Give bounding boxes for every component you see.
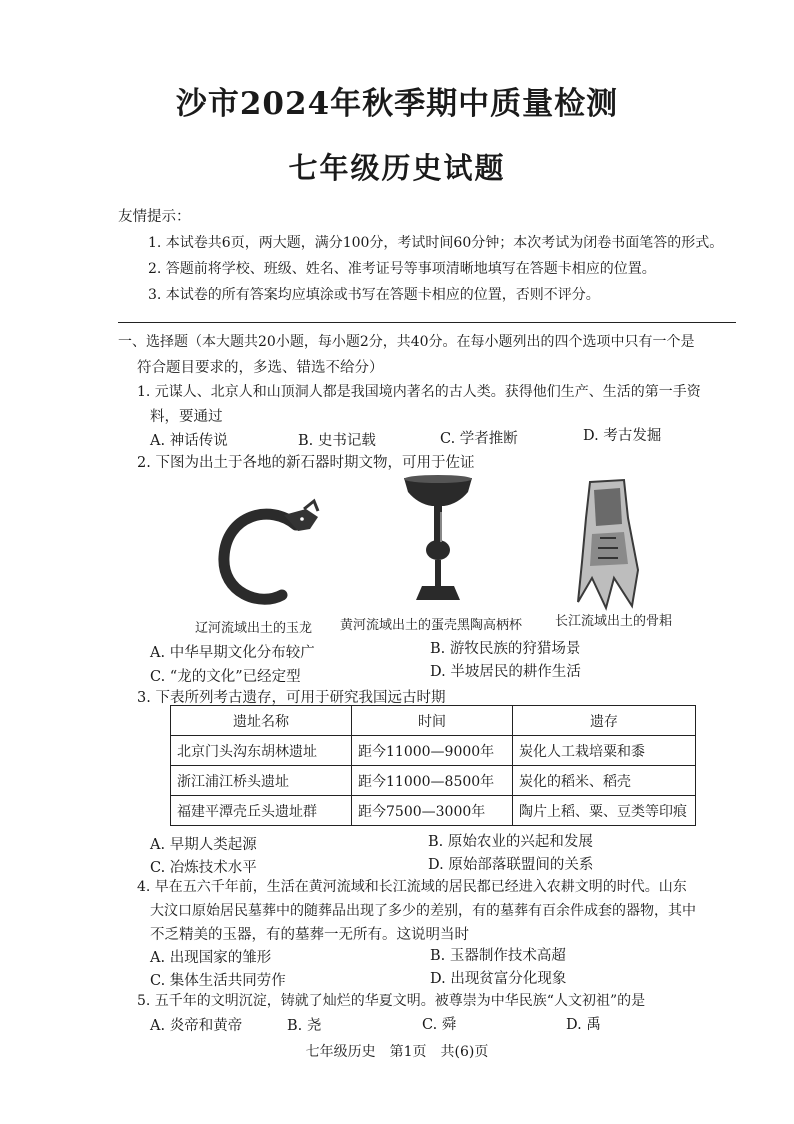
- q2-stem: 2. 下图为出土于各地的新石器时期文物，可用于佐证: [137, 455, 475, 471]
- q3-option-a: A. 早期人类起源: [150, 837, 257, 853]
- figure-caption-pottery-cup: 黄河流域出土的蛋壳黑陶高柄杯: [340, 618, 523, 633]
- q2-option-a: A. 中华早期文化分布较广: [150, 645, 315, 661]
- section1-instruction-line2: 符合题目要求的，多选、错选不给分）: [137, 360, 384, 376]
- q1-option-d: D. 考古发掘: [583, 428, 662, 444]
- notice-item-3: 3. 本试卷的所有答案均应填涂或书写在答题卡相应的位置，否则不评分。: [148, 287, 600, 303]
- notice-item-1: 1. 本试卷共6页，两大题，满分100分，考试时间60分钟；本次考试为闭卷书面笔答的形式。: [148, 235, 724, 251]
- q4-option-a: A. 出现国家的雏形: [150, 950, 272, 966]
- q1-stem-line1: 1. 元谋人、北京人和山顶洞人都是我国境内著名的古人类。获得他们生产、生活的第一手资: [137, 384, 701, 400]
- q2-option-b: B. 游牧民族的狩猎场景: [430, 641, 581, 657]
- table-cell: 距今7500—3000年: [352, 796, 513, 826]
- table-cell: 炭化人工栽培粟和黍: [513, 736, 696, 766]
- figure-caption-bone-spade: 长江流域出土的骨耜: [555, 614, 673, 629]
- table-row: [171, 736, 696, 766]
- table-header-cell: 时间: [352, 706, 513, 736]
- q4-option-c: C. 集体生活共同劳作: [150, 973, 286, 989]
- table-cell: 浙江浦江桥头遗址: [171, 766, 352, 796]
- figure-caption-jade-dragon: 辽河流域出土的玉龙: [195, 621, 313, 636]
- q3-option-b: B. 原始农业的兴起和发展: [428, 834, 593, 850]
- page-subtitle: 七年级历史试题: [288, 151, 506, 185]
- table-cell: 北京门头沟东胡林遗址: [171, 736, 352, 766]
- q1-option-b: B. 史书记载: [298, 433, 376, 449]
- table-cell: 陶片上稻、粟、豆类等印痕: [513, 796, 696, 826]
- q5-option-b: B. 尧: [287, 1018, 322, 1034]
- q4-option-b: B. 玉器制作技术高超: [430, 948, 566, 964]
- notice-heading: 友情提示：: [118, 209, 191, 225]
- q5-option-d: D. 禹: [566, 1017, 601, 1033]
- q3-option-d: D. 原始部落联盟间的关系: [428, 857, 594, 873]
- black-pottery-cup-image: [398, 470, 478, 615]
- q3-stem: 3. 下表所列考古遗存，可用于研究我国远古时期: [137, 690, 446, 706]
- page-title: 沙市2024年秋季期中质量检测: [175, 86, 619, 122]
- table-row: [171, 766, 696, 796]
- q2-option-c: C. “龙的文化”已经定型: [150, 669, 301, 685]
- q1-option-c: C. 学者推断: [440, 431, 518, 447]
- table-cell: 福建平潭壳丘头遗址群: [171, 796, 352, 826]
- q2-option-d: D. 半坡居民的耕作生活: [430, 664, 581, 680]
- table-row: [171, 796, 696, 826]
- jade-dragon-image: [210, 495, 330, 615]
- table-header-cell: 遗存: [513, 706, 696, 736]
- q5-option-c: C. 舜: [422, 1017, 457, 1033]
- table-header-cell: 遗址名称: [171, 706, 352, 736]
- q5-option-a: A. 炎帝和黄帝: [150, 1018, 243, 1034]
- archaeology-sites-table: [170, 705, 696, 826]
- table-cell: 炭化的稻米、稻壳: [513, 766, 696, 796]
- bone-spade-image: [572, 478, 644, 613]
- section-divider: [118, 322, 736, 323]
- q1-stem-line2: 料，要通过: [150, 409, 223, 425]
- q5-stem: 5. 五千年的文明沉淀，铸就了灿烂的华夏文明。被尊崇为中华民族“人文初祖”的是: [137, 993, 646, 1009]
- q4-stem-line3: 不乏精美的玉器，有的墓葬一无所有。这说明当时: [150, 927, 469, 943]
- page-footer: 七年级历史 第1页 共(6)页: [305, 1044, 489, 1060]
- table-header-row: [171, 706, 696, 736]
- q4-option-d: D. 出现贫富分化现象: [430, 971, 567, 987]
- q4-stem-line2: 大汶口原始居民墓葬中的随葬品出现了多少的差别，有的墓葬有百余件成套的器物，其中: [150, 903, 696, 919]
- section1-instruction-line1: 一、选择题（本大题共20小题，每小题2分，共40分。在每小题列出的四个选项中只有一个是: [118, 334, 695, 350]
- table-cell: 距今11000—8500年: [352, 766, 513, 796]
- table-cell: 距今11000—9000年: [352, 736, 513, 766]
- q3-option-c: C. 冶炼技术水平: [150, 860, 257, 876]
- notice-item-2: 2. 答题前将学校、班级、姓名、准考证号等事项清晰地填写在答题卡相应的位置。: [148, 261, 656, 277]
- q4-stem-line1: 4. 早在五六千年前，生活在黄河流域和长江流域的居民都已经进入农耕文明的时代。山东: [137, 879, 687, 895]
- q1-option-a: A. 神话传说: [150, 433, 228, 449]
